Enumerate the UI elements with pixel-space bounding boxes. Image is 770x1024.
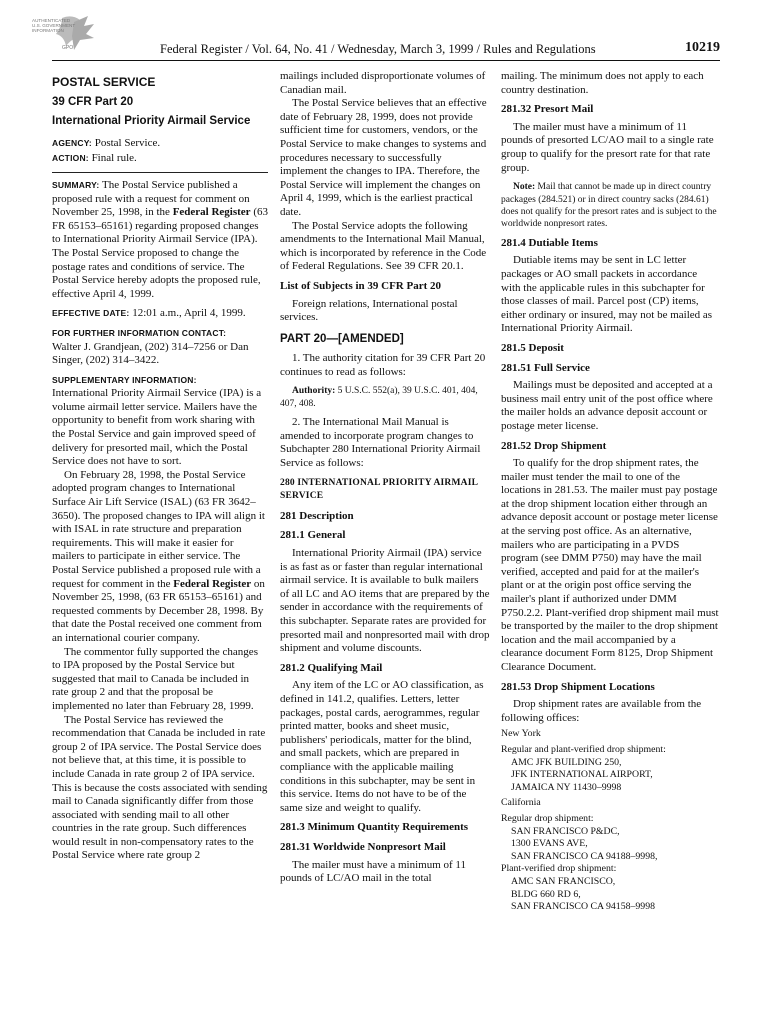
- part-heading: PART 20—[AMENDED]: [280, 332, 404, 345]
- section-text: To qualify for the drop shipment rates, the mailer must tender the mail to one of the locations in 281.53. The mailer must pay postage at the drop shipment location either through an advance deposit account or postage meter license at the serving post office. As an alternative, mailers who are participating in a PVDS program (see DMM P750) may have the mail verified, accepted and paid for at the mailer's plant or at the origin post office serving the mailer's plant if authorized under DMM P750.2.2. Plant-verified drop shipment mail must be transported by the mailer to the drop shipment location and the mail accompanied by a clearance document Form 8125, Drop Shipment Clearance Document.: [501, 457, 719, 673]
- cfr-heading: 39 CFR Part 20: [52, 95, 134, 108]
- location-type: Regular drop shipment:: [501, 812, 594, 824]
- agency-value: Postal Service.: [94, 136, 161, 149]
- address-line: 1300 EVANS AVE,: [511, 838, 588, 850]
- section-text: Any item of the LC or AO classification, as defined in 141.2, qualifies. Letters, letter packages, postal cards, aerogrammes, regular printed matter, books and sheet music, publishers' periodicals, matter for the blind, and small packets, which are prepared in compliance with the applicable mailing conditions in this subchapter, may be sent in this service. Items do not have to be of the same size and weight to qualify.: [280, 679, 484, 814]
- section-text: The mailer must have a minimum of 11 pounds of presorted LC/AO mail to a single rate group to qualify for the presort rate for that rate group.: [501, 120, 714, 174]
- section-heading: 281.5 Deposit: [501, 341, 564, 354]
- agency-heading: POSTAL SERVICE: [52, 75, 156, 89]
- column-1: [52, 70, 268, 863]
- action-label: ACTION:: [52, 153, 89, 164]
- section-heading: 281.1 General: [280, 529, 346, 542]
- section-heading: 281.52 Drop Shipment: [501, 439, 607, 452]
- effective-date-value: 12:01 a.m., April 4, 1999.: [132, 307, 246, 320]
- section-heading: 281.31 Worldwide Nonpresort Mail: [280, 840, 446, 853]
- amendment-1: 1. The authority citation for 39 CFR Part 20 continues to read as follows:: [280, 352, 486, 378]
- section-text: The mailer must have a minimum of 11 pounds of LC/AO mail in the total: [280, 858, 467, 885]
- list-of-subjects-heading: List of Subjects in 39 CFR Part 20: [280, 279, 442, 292]
- logo-line: INFORMATION: [32, 28, 64, 33]
- note-label: Note:: [513, 182, 536, 193]
- summary-text-b: (63 FR 65153–65161) regarding proposed changes to International Priority Airmail Service (IPA). The Postal Service proposed to change the postage rates and conditions of service. The Postal Service hereby adopts the proposed rule, effective April 4, 1999.: [52, 206, 268, 300]
- note-text: Mail that cannot be made up in direct country packages (284.521) or in direct country sacks (284.61) does not qualify for the presort rates and is subject to the worldwide nonpresort rates.: [501, 182, 717, 230]
- section-text: Drop shipment rates are available from the following offices:: [501, 698, 702, 724]
- supplementary-p2b: on November 25, 1998, (63 FR 65153–65161) and requested comments by December 28, 1998. By that date the Postal received one comment from an international courier company.: [52, 577, 265, 644]
- section-heading: 281.4 Dutiable Items: [501, 236, 598, 249]
- supplementary-p3: The commentor fully supported the changes to IPA proposed by the Postal Service but suggested that mail to Canada be included in rate group 2 and that the proposal be implemented no later than February 28, 1999.: [52, 645, 258, 712]
- page-number: 10219: [685, 40, 720, 55]
- contact-label: FOR FURTHER INFORMATION CONTACT:: [52, 327, 227, 338]
- address-line: JAMAICA NY 11430–9998: [511, 781, 622, 793]
- federal-register-ref: Federal Register: [173, 577, 252, 590]
- section-heading: 281.53 Drop Shipment Locations: [501, 680, 655, 693]
- column-3: [501, 70, 719, 914]
- section-heading: 281.51 Full Service: [501, 361, 590, 374]
- section-text: Mailings must be deposited and accepted at a business mail entry unit of the post office where the mailer holds an advance deposit account or postage meter license.: [501, 379, 713, 432]
- supplementary-label: SUPPLEMENTARY INFORMATION:: [52, 374, 197, 385]
- paragraph: mailings included disproportionate volumes of Canadian mail.: [280, 70, 486, 96]
- authority-text: 5 U.S.C. 552(a), 39 U.S.C. 401, 404, 407, 408.: [280, 386, 478, 409]
- action-value: Final rule.: [91, 152, 137, 165]
- section-text: Dutiable items may be sent in LC letter packages or AO small packets in accordance with the applicable rules in this subchapter for those classes of mail. Parcel post (CP) items, either ordinary or insured, may not be mailed as International Priority Airmail.: [501, 254, 713, 335]
- supplementary-p2a: On February 28, 1998, the Postal Service adopted program changes to International Surface Air Lift Service (ISAL) (63 FR 3642–3650). The proposed changes to IPA will align it with ISAL in rate structure and preparation requirements. This will make it easier for mailers to participate in either service. The Postal Service published a proposed rule with a request for comment in the: [52, 468, 265, 590]
- location-state: New York: [501, 728, 541, 740]
- divider: [52, 172, 268, 173]
- paragraph: The Postal Service believes that an effective date of February 28, 1999, does not provide sufficient time for customers, vendors, or the Postal Service to make changes to systems and procedures necessary to successfully implement the changes to IPA. Therefore, the Postal Service will implement the changes on April 4, 1999, which is the earliest practical date.: [280, 97, 487, 218]
- federal-register-ref: Federal Register: [172, 206, 251, 219]
- logo-gpo-text: GPO: [62, 45, 74, 51]
- effective-date-label: EFFECTIVE DATE:: [52, 308, 130, 319]
- agency-label: AGENCY:: [52, 137, 92, 148]
- rule-title: International Priority Airmail Service: [52, 115, 251, 128]
- authority-label: Authority:: [292, 386, 336, 397]
- logo-line: AUTHENTICATED: [32, 18, 71, 23]
- logo-line: U.S. GOVERNMENT: [32, 23, 76, 28]
- supplementary-p1: International Priority Airmail Service (IPA) is a volume airmail letter service. Mailers have the opportunity to benefit from work sharing with the Postal Service and gain improved speed of delivery for presorted mail, which the Postal Service does not have to sort.: [52, 387, 262, 468]
- column-2: [280, 70, 490, 886]
- address-line: AMC SAN FRANCISCO,: [511, 875, 616, 887]
- summary-text-a: The Postal Service published a proposed rule with a request for comment on November 25, 1998, in the: [52, 178, 250, 219]
- contact-value: Walter J. Grandjean, (202) 314–7256 or Dan Singer, (202) 314–3422.: [52, 340, 249, 367]
- section-heading: 281.32 Presort Mail: [501, 103, 594, 116]
- address-line: BLDG 660 RD 6,: [511, 888, 581, 900]
- amendment-2: 2. The International Mail Manual is amended to incorporate program changes to Subchapter 280 International Priority Airmail Service as follows:: [280, 416, 481, 470]
- address-line: SAN FRANCISCO P&DC,: [511, 825, 620, 837]
- summary-label: SUMMARY:: [52, 179, 100, 190]
- paragraph: The Postal Service adopts the following amendments to the International Mail Manual, which is incorporated by reference in the Code of Federal Regulations. See 39 CFR 20.1.: [280, 219, 487, 273]
- section-text: International Priority Airmail (IPA) service is as fast as or faster than regular international airmail service. It is available to bulk mailers of all LC and AO items that are prepared by the sender in accordance with the requirements of this subchapter. Separate rates are provided for presorted mail and nonpresorted mail with drop shipment and volume discounts.: [280, 547, 490, 655]
- subchapter-heading: 280 INTERNATIONAL PRIORITY AIRMAIL SERVICE: [280, 477, 478, 502]
- location-type: Regular and plant-verified drop shipment:: [501, 743, 666, 755]
- paragraph: mailing. The minimum does not apply to each country destination.: [501, 70, 704, 96]
- location-state: California: [501, 797, 541, 809]
- header-rule: [52, 60, 720, 61]
- section-heading: 281 Description: [280, 509, 354, 522]
- supplementary-p4: The Postal Service has reviewed the recommendation that Canada be included in rate group 2 of IPA service. The Postal Service does not believe that, at this time, it is possible to include Canada in rate group 2 of IPA service. This is because the costs associated with sending mail to Canada significantly differ from those associated with sending mail to all other countries in the rate group. Such differences would result in non-compensatory rates to the Postal Service where rate group 2: [52, 713, 268, 862]
- page-header: [100, 40, 720, 60]
- address-line: SAN FRANCISCO CA 94158–9998: [511, 901, 655, 913]
- location-type: Plant-verified drop shipment:: [501, 863, 617, 875]
- section-heading: 281.3 Minimum Quantity Requirements: [280, 821, 469, 834]
- list-of-subjects-text: Foreign relations, International postal services.: [280, 297, 458, 324]
- section-heading: 281.2 Qualifying Mail: [280, 661, 383, 674]
- address-line: AMC JFK BUILDING 250,: [511, 756, 622, 768]
- address-line: JFK INTERNATIONAL AIRPORT,: [511, 769, 653, 781]
- address-line: SAN FRANCISCO CA 94188–9998,: [511, 850, 658, 862]
- running-head: Federal Register / Vol. 64, No. 41 / Wednesday, March 3, 1999 / Rules and Regulations: [160, 42, 596, 56]
